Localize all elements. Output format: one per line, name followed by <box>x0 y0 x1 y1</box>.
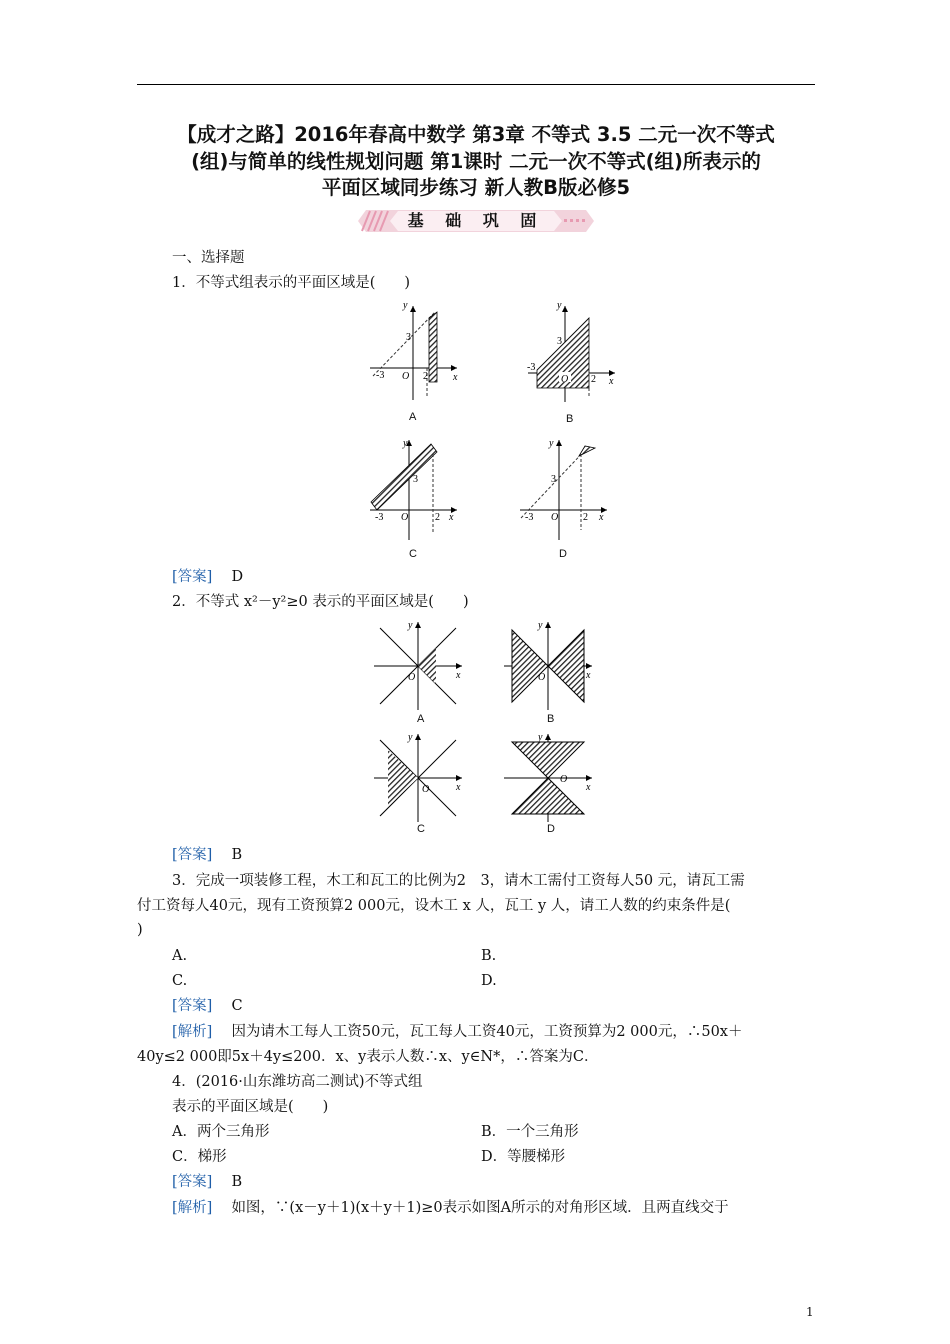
axis-y-label: y <box>403 300 408 311</box>
svg-text:2: 2 <box>591 374 596 385</box>
svg-text:x: x <box>599 512 604 523</box>
svg-text:x: x <box>456 782 461 793</box>
q1-fig-a-label: A <box>409 411 417 423</box>
svg-text:3: 3 <box>413 474 418 485</box>
q3-analysis-1 <box>172 1022 742 1042</box>
document-title <box>135 122 817 202</box>
answer-tag: [答案] <box>172 1174 213 1190</box>
analysis-text: 如图，∵(x－y＋1)(x＋y＋1)≥0表示如图A所示的对角形区域．且两直线交于 <box>231 1200 729 1216</box>
svg-text:-3: -3 <box>375 512 384 523</box>
q3-option-b: B. <box>481 948 497 964</box>
svg-text:y: y <box>549 438 554 449</box>
top-rule <box>137 84 815 85</box>
svg-text:x: x <box>586 670 591 681</box>
q1-fig-d-label: D <box>559 548 567 560</box>
svg-text:y: y <box>408 732 413 743</box>
section-banner <box>358 207 594 235</box>
tick-xneg3: -3 <box>376 370 385 381</box>
q2-figure-c <box>370 730 470 826</box>
title-line-1: 【成才之路】2016年春高中数学 第3章 不等式 3.5 二元一次不等式 <box>177 123 775 146</box>
q3-option-c: C. <box>172 973 188 989</box>
q4-line-2: 表示的平面区域是( ) <box>172 1099 329 1115</box>
q2-fig-c-label: C <box>417 823 425 835</box>
svg-text:O: O <box>561 374 569 385</box>
svg-text:x: x <box>456 670 461 681</box>
answer-value: D <box>231 569 244 585</box>
svg-text:3: 3 <box>557 336 562 347</box>
q3-line-3: ) <box>137 922 143 938</box>
q2-figure-a <box>370 618 470 714</box>
svg-text:O: O <box>538 672 546 683</box>
analysis-text: 因为请木工每人工资50元，瓦工每人工资40元，工资预算为2 000元，∴50x＋ <box>231 1024 743 1040</box>
svg-text:O: O <box>422 784 430 795</box>
q4-option-a: A．两个三角形 <box>172 1124 270 1140</box>
q1-figure-b <box>523 298 623 408</box>
q4-analysis-1 <box>172 1198 729 1218</box>
page-number: 1 <box>806 1305 814 1319</box>
q1-stem: 1．不等式组表示的平面区域是( ) <box>172 275 411 291</box>
svg-text:3: 3 <box>551 474 556 485</box>
origin-label: O <box>402 371 410 382</box>
q1-fig-b-label: B <box>566 413 574 425</box>
q2-figure-b <box>500 618 600 714</box>
svg-text:O: O <box>408 672 416 683</box>
banner-label: 基 础 巩 固 <box>407 211 545 230</box>
svg-text:y: y <box>557 300 562 311</box>
q3-option-a: A. <box>172 948 188 964</box>
svg-text:O: O <box>401 512 409 523</box>
svg-text:x: x <box>586 782 591 793</box>
q2-answer <box>172 845 242 865</box>
q3-option-d: D. <box>481 973 497 989</box>
q4-option-b: B．一个三角形 <box>481 1124 579 1140</box>
q3-line-1: 3．完成一项装修工程，木工和瓦工的比例为2 3，请木工需付工资每人50 元，请瓦工需 <box>172 873 745 889</box>
tick-x2: 2 <box>423 371 428 382</box>
svg-text:y: y <box>538 620 543 631</box>
q4-option-c: C．梯形 <box>172 1149 227 1165</box>
q4-answer <box>172 1172 242 1192</box>
title-line-2: (组)与简单的线性规划问题 第1课时 二元一次不等式(组)所表示的 <box>191 149 761 173</box>
q2-figure-d <box>500 730 600 826</box>
q1-answer <box>172 567 243 587</box>
q4-option-d: D．等腰梯形 <box>481 1149 566 1165</box>
svg-text:O: O <box>560 774 568 785</box>
q3-analysis-2: 40y≤2 000即5x＋4y≤200．x、y表示人数∴x、y∈N*，∴答案为C． <box>137 1049 599 1065</box>
q3-line-2: 付工资每人40元，现有工资预算2 000元，设木工 x 人，瓦工 y 人，请工人数的约束条件是( <box>137 898 731 914</box>
answer-tag: [答案] <box>172 998 213 1014</box>
section-heading: 一、选择题 <box>172 250 245 266</box>
analysis-tag: [解析] <box>172 1200 213 1216</box>
q2-fig-d-label: D <box>547 823 555 835</box>
svg-text:-3: -3 <box>527 362 536 373</box>
q1-figure-c <box>365 436 465 546</box>
analysis-tag: [解析] <box>172 1024 213 1040</box>
title-line-3: 平面区域同步练习 新人教B版必修5 <box>321 176 631 199</box>
tick-y3: 3 <box>406 332 411 343</box>
q2-stem: 2．不等式 x²－y²≥0 表示的平面区域是( ) <box>172 594 469 610</box>
answer-value: B <box>231 847 243 863</box>
answer-tag: [答案] <box>172 569 213 585</box>
svg-text:x: x <box>609 376 614 387</box>
svg-text:y: y <box>538 732 543 743</box>
svg-text:2: 2 <box>435 512 440 523</box>
svg-text:y: y <box>408 620 413 631</box>
q4-line-1: 4．(2016·山东潍坊高二测试)不等式组 <box>172 1074 423 1090</box>
svg-text:O: O <box>551 512 559 523</box>
axis-x-label: x <box>453 372 458 383</box>
q3-answer <box>172 996 243 1016</box>
answer-value: B <box>231 1174 243 1190</box>
answer-value: C <box>231 998 243 1014</box>
q2-fig-a-label: A <box>417 713 425 725</box>
answer-tag: [答案] <box>172 847 213 863</box>
q2-fig-b-label: B <box>547 713 555 725</box>
svg-text:2: 2 <box>583 512 588 523</box>
svg-text:y: y <box>403 438 408 449</box>
q1-figure-d <box>515 436 615 546</box>
q1-fig-c-label: C <box>409 548 417 560</box>
q1-figure-a <box>365 298 465 408</box>
svg-text:-3: -3 <box>525 512 534 523</box>
svg-text:x: x <box>449 512 454 523</box>
